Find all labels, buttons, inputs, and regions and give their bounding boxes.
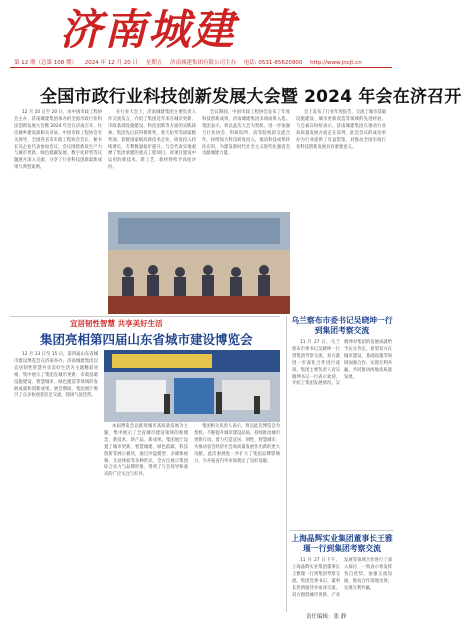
- feature-kicker: 宜居韧性智慧 共享美好生活: [70, 319, 163, 328]
- right-divider: [290, 530, 394, 531]
- issue-date: 2024 年 12 月 20 日: [84, 60, 138, 66]
- masthead: [6, 0, 394, 60]
- issue-weekday: 星期五: [145, 60, 163, 66]
- right-top-body: [292, 340, 392, 526]
- lead-text-3: 会议期间，中国市政工程协会发布了年度科技创新成果，济南城建集团多项成果入选。集团表示，将以此次大会为契机，进一步加强与行业协会、科研院所、高等院校的交流合作，持续加大科技研发投入，推动科技成果转化应用，为建设新时代社会主义现代化强省会贡献城建力量。: [202, 110, 290, 157]
- masthead-divider: [10, 67, 392, 68]
- issue-line: [14, 58, 394, 67]
- issue-number: 第 12 期（总第 108 期）: [14, 60, 77, 66]
- lead-headline: 全国市政行业科技创新发展大会暨 2024 年会在济召开: [40, 87, 462, 107]
- issue-phone: 电话: 0531-85620900: [243, 60, 303, 66]
- feature-column-3: [194, 424, 280, 616]
- right-top-headline: 乌兰察布市委书记吴晓坤一行到集团考察交流: [291, 316, 393, 335]
- feature-text-1: 12 月 13 日至 15 日，第四届山东省城市建设博览会在济南举办。济南城建集团以宜居韧性智慧共享美好生活为主题精彩亮相，集中展示了集团在城市更新、市政基础设施建设、智慧城市、绿色建造等领域的发展成就和创新成果。展会期间，集团展厅吸引了众多参观者驻足交流，现场气氛热烈。: [14, 352, 98, 399]
- right-bottom-headline: 上海晶辉实业集团董事长王雅瑾一行到集团考察交流: [291, 534, 393, 553]
- lead-column-2: [108, 110, 196, 210]
- feature-text-3: 集团相关负责人表示，将以此次博览会为契机，不断提升城市建设品质，持续推动城市更新行动，着力打造宜居、韧性、智慧城市，为推动省会经济社会高质量发展作出新的更大贡献。此次参展进一步扩大了集团品牌影响力，为开拓省内外市场奠定了良好基础。: [194, 424, 280, 464]
- issue-publisher: 济南城建集团有限公司主办: [170, 60, 237, 66]
- feature-headline: 集团亮相第四届山东省城市建设博览会: [40, 332, 253, 347]
- feature-column-2: [104, 424, 188, 616]
- right-bottom-body: [292, 558, 392, 610]
- lead-column-3: [202, 110, 290, 210]
- masthead-logo-text: 济南城建: [60, 5, 237, 54]
- editor-credit: 责任编辑：张 静: [306, 614, 347, 620]
- lead-column-4: [296, 110, 386, 310]
- lead-column-1: [14, 110, 102, 310]
- section-divider: [10, 316, 280, 317]
- column-divider: [286, 316, 287, 612]
- feature-column-1: [14, 352, 98, 616]
- feature-text-2: 本届博览会以推进城市高质量发展为主题，集中展示了全省城市建设领域的新理念、新技术、新产品、新成果。集团展厅设置了城市更新、智慧城建、绿色低碳、科技创新等展示板块，通过沙盘模型、多媒体视频、互动体验等多种形式，全方位展示集团综合实力与品牌形象，得到了与会领导和嘉宾的广泛关注与好评。: [104, 424, 188, 478]
- lead-text-2: 在行业大会上，济南城建集团主要负责人作交流发言，介绍了集团近年来在城市更新、市政基础设施建设、科技创新等方面的实践探索。集团先后获得鲁班奖、詹天佑奖等国家级奖项，获批国家级高新技术企业，研发投入持续增长，专利数量稳步提升。与会代表实地观摩了集团承建的重点工程项目，对项目建设中运用的新技术、新工艺、新材料给予高度评价。: [108, 110, 196, 171]
- right-bottom-text: 11 月 27 日下午，上海晶辉实业集团董事长王雅瑾一行到集团考察交流。集团党委书记、董事长热情接待并座谈交流。双方围绕城市更新、产业发展等领域合作进行了深入探讨，一致表示将发挥各自优势，加强交流沟通，推动合作落地见效，实现互利共赢。: [292, 558, 392, 598]
- right-top-text: 11 月 27 日，乌兰察布市委书记吴晓坤一行到集团考察交流，双方就进一步深化合作进行座谈。集团主要负责人对吴晓坤书记一行表示欢迎，介绍了集团发展情况。吴晓坤对集团的发展成就给予充分肯定，希望双方在城市建设、基础设施等领域加强合作，实现互利共赢，共同推动两地高质量发展。: [292, 340, 392, 387]
- issue-website[interactable]: http://www.jncjt.cn: [310, 60, 362, 66]
- masthead-logo: [56, 2, 246, 52]
- lead-text-1: 12 月 10 日至 20 日，由中国市政工程协会主办、济南城建集团承办的全国市政行业科技创新发展大会暨 2024 年会在济南召开。住房城乡建设部相关司局、中国市政工程协会有关领导，全国各省市市政工程协会会长、秘书长及企业代表参加会议。会议围绕新质生产力与城市更新、绿色低碳发展、数字化转型等议题展开深入交流，分享了行业科技创新最新成果与典型案例。: [14, 110, 102, 171]
- feature-photo: [104, 350, 280, 422]
- lead-photo: [108, 212, 290, 314]
- lead-text-4: 会上发布了行业年度报告，交流了城市基础设施建设、城市更新改造等领域的先进经验。与会嘉宾纷纷表示，济南城建集团在推动行业高质量发展方面走在前列，此次会议的成功举办为行业提供了有益借鉴，对推动全国市政行业科技创新发展具有重要意义。: [296, 110, 386, 150]
